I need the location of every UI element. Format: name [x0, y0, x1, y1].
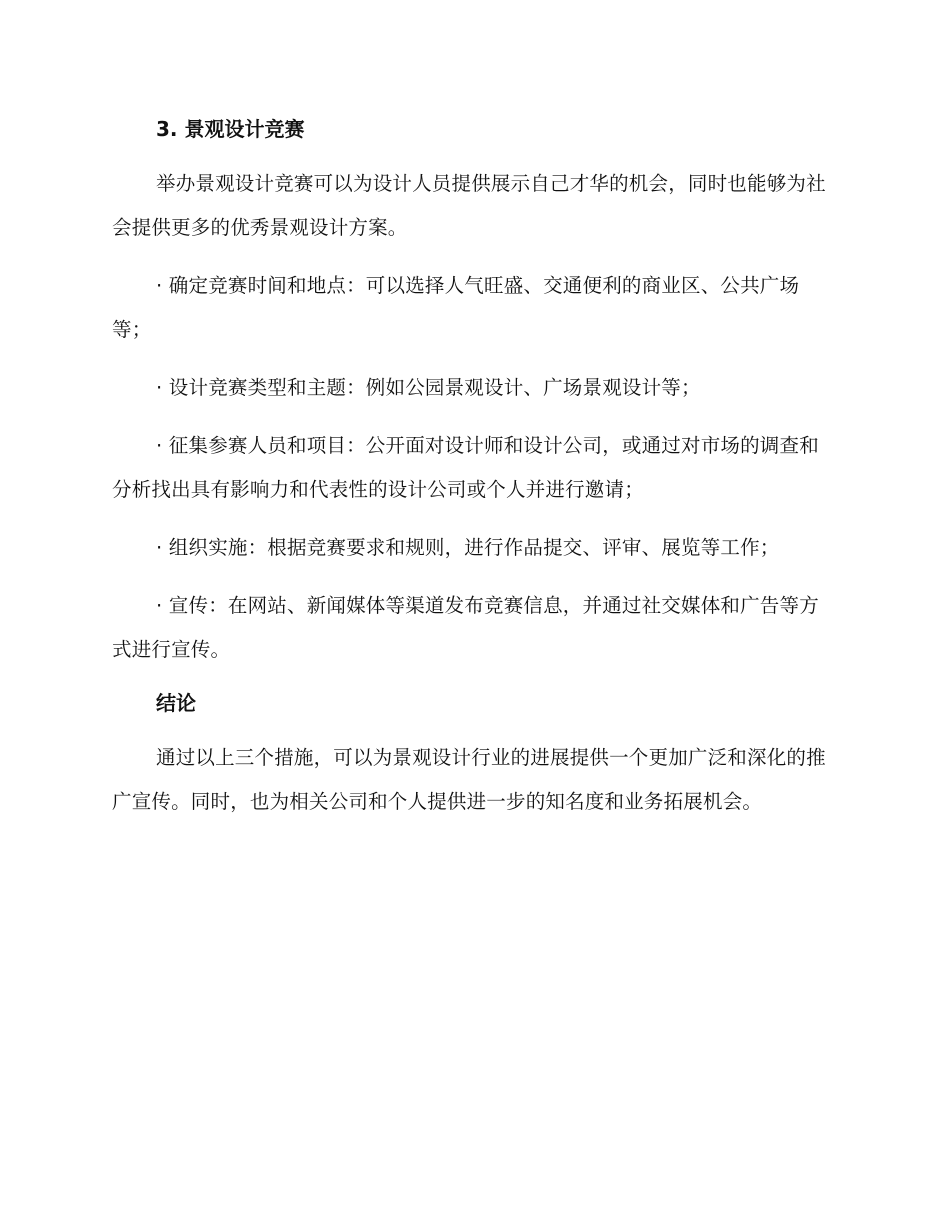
list-item-promotion: · 宣传：在网站、新闻媒体等渠道发布竞赛信息，并通过社交媒体和广告等方式进行宣传。: [112, 594, 819, 661]
conclusion-text: 通过以上三个措施，可以为景观设计行业的进展提供一个更加广泛和深化的推广宣传。同时，也为相关公司和个人提供进一步的知名度和业务拓展机会。: [112, 746, 826, 813]
document-page: [112, 112, 832, 838]
section-heading: 3. 景观设计竞赛: [156, 117, 305, 141]
section-intro: 举办景观设计竞赛可以为设计人员提供展示自己才华的机会，同时也能够为社会提供更多的优秀景观设计方案。: [112, 172, 826, 239]
list-item-participants: · 征集参赛人员和项目：公开面对设计师和设计公司，或通过对市场的调查和分析找出具有影响力和代表性的设计公司或个人并进行邀请；: [112, 434, 819, 501]
list-item-time-location: · 确定竞赛时间和地点：可以选择人气旺盛、交通便利的商业区、公共广场等；: [112, 274, 800, 341]
list-item-implementation: · 组织实施：根据竞赛要求和规则，进行作品提交、评审、展览等工作；: [156, 536, 780, 559]
conclusion-heading: 结论: [156, 691, 196, 715]
list-item-type-theme: · 设计竞赛类型和主题：例如公园景观设计、广场景观设计等；: [156, 376, 701, 399]
